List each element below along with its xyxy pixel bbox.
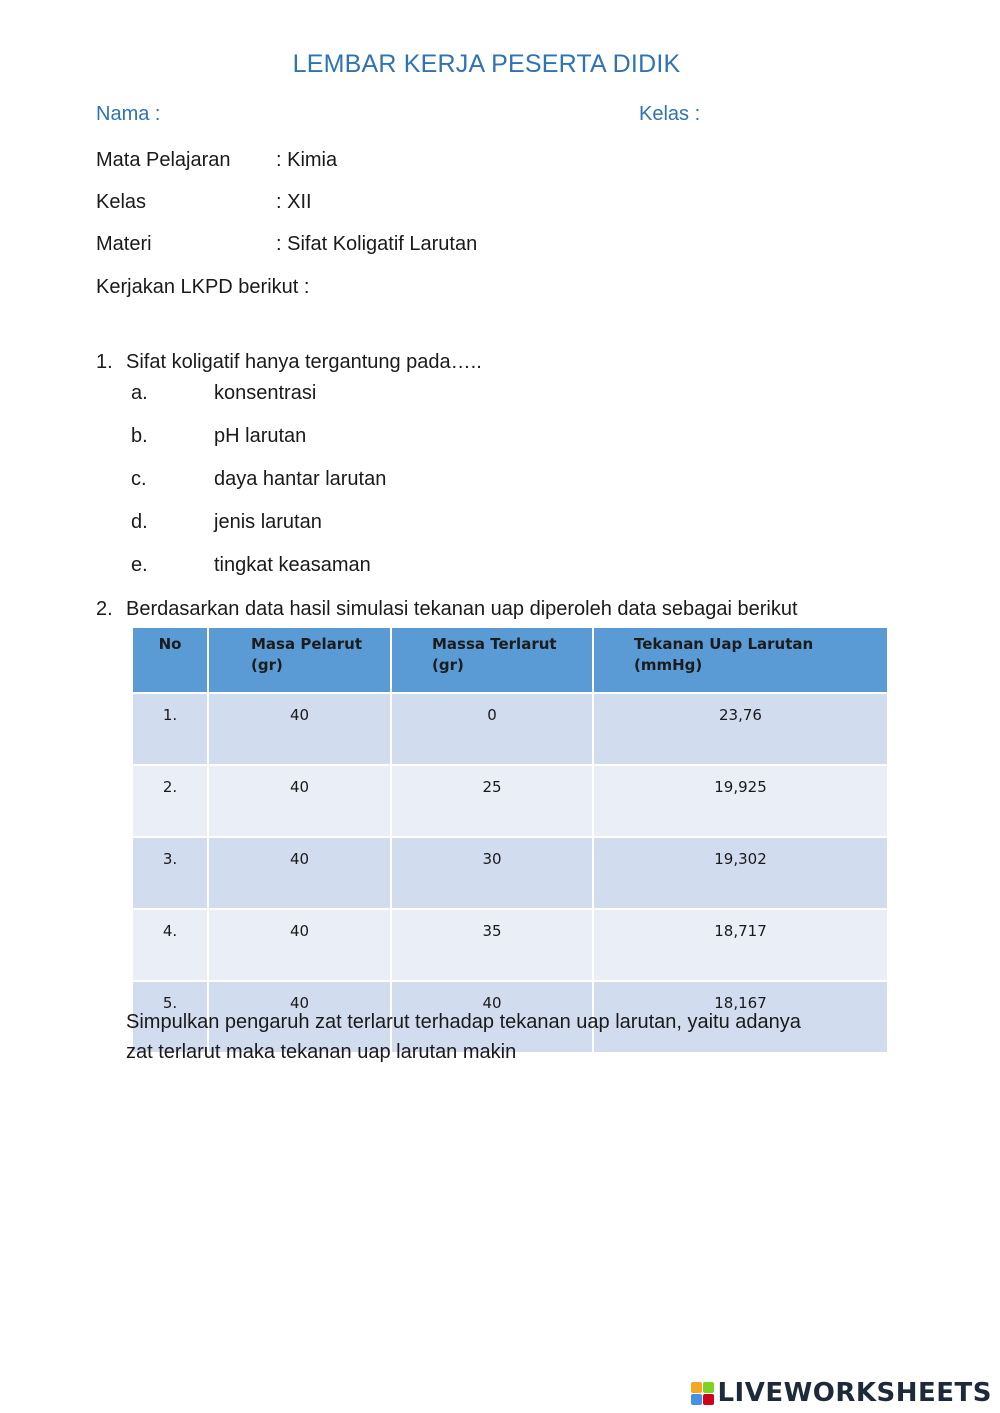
cell-vapor-pressure: 18,167 (593, 981, 888, 1053)
conclusion-line-2: zat terlarut maka tekanan uap larutan makin (126, 1041, 517, 1063)
conclusion-line-1: Simpulkan pengaruh zat terlarut terhadap tekanan uap larutan, yaitu adanya (126, 1011, 801, 1033)
cell-solvent-mass: 40 (208, 693, 391, 765)
cell-solvent-mass: 40 (208, 981, 391, 1053)
cell-vapor-pressure: 23,76 (593, 693, 888, 765)
cell-solute-mass: 40 (391, 981, 593, 1053)
option-d-text[interactable]: jenis larutan (214, 511, 322, 533)
logo-mark-icon (691, 1382, 714, 1405)
header-vapor-pressure: Tekanan Uap Larutan (mmHg) (593, 627, 888, 693)
liveworksheets-logo (691, 1376, 992, 1410)
option-e-text[interactable]: tingkat keasaman (214, 554, 371, 576)
kelas-label: Kelas : (639, 103, 701, 125)
instruction: Kerjakan LKPD berikut : (96, 276, 310, 298)
meta-label-topic: Materi (96, 233, 152, 255)
cell-solute-mass: 30 (391, 837, 593, 909)
cell-no: 1. (132, 693, 208, 765)
meta-value-class: : XII (276, 191, 312, 213)
cell-solute-mass: 35 (391, 909, 593, 981)
cell-vapor-pressure: 18,717 (593, 909, 888, 981)
cell-vapor-pressure: 19,302 (593, 837, 888, 909)
option-a-letter: a. (131, 382, 148, 404)
cell-vapor-pressure: 19,925 (593, 765, 888, 837)
table-row (132, 909, 888, 981)
cell-no: 5. (132, 981, 208, 1053)
meta-label-subject: Mata Pelajaran (96, 149, 231, 171)
cell-solvent-mass: 40 (208, 909, 391, 981)
table-header-row (132, 627, 888, 693)
header-solvent-mass: Masa Pelarut (gr) (208, 627, 391, 693)
option-d-letter: d. (131, 511, 148, 533)
question-1-text: Sifat koligatif hanya tergantung pada….. (126, 351, 482, 373)
header-solute-mass: Massa Terlarut (gr) (391, 627, 593, 693)
cell-solute-mass: 0 (391, 693, 593, 765)
meta-value-subject: : Kimia (276, 149, 338, 171)
option-b-text[interactable]: pH larutan (214, 425, 307, 447)
nama-label: Nama : (96, 103, 161, 125)
meta-label-class: Kelas (96, 191, 147, 213)
question-2-number: 2. (96, 598, 113, 620)
option-c-text[interactable]: daya hantar larutan (214, 468, 387, 490)
data-table (131, 626, 889, 1054)
cell-no: 3. (132, 837, 208, 909)
table-row (132, 765, 888, 837)
header-no: No (132, 627, 208, 693)
logo-text: LIVEWORKSHEETS (717, 1378, 992, 1408)
question-1-number: 1. (96, 351, 113, 373)
table-row (132, 837, 888, 909)
cell-solvent-mass: 40 (208, 837, 391, 909)
option-a-text[interactable]: konsentrasi (214, 382, 317, 404)
meta-value-topic: : Sifat Koligatif Larutan (276, 233, 478, 255)
option-c-letter: c. (131, 468, 147, 490)
cell-no: 4. (132, 909, 208, 981)
table-row (132, 693, 888, 765)
option-b-letter: b. (131, 425, 148, 447)
cell-solute-mass: 25 (391, 765, 593, 837)
cell-solvent-mass: 40 (208, 765, 391, 837)
option-e-letter: e. (131, 554, 148, 576)
question-2-text: Berdasarkan data hasil simulasi tekanan uap diperoleh data sebagai berikut (126, 598, 798, 620)
cell-no: 2. (132, 765, 208, 837)
page-title: LEMBAR KERJA PESERTA DIDIK (292, 50, 681, 78)
